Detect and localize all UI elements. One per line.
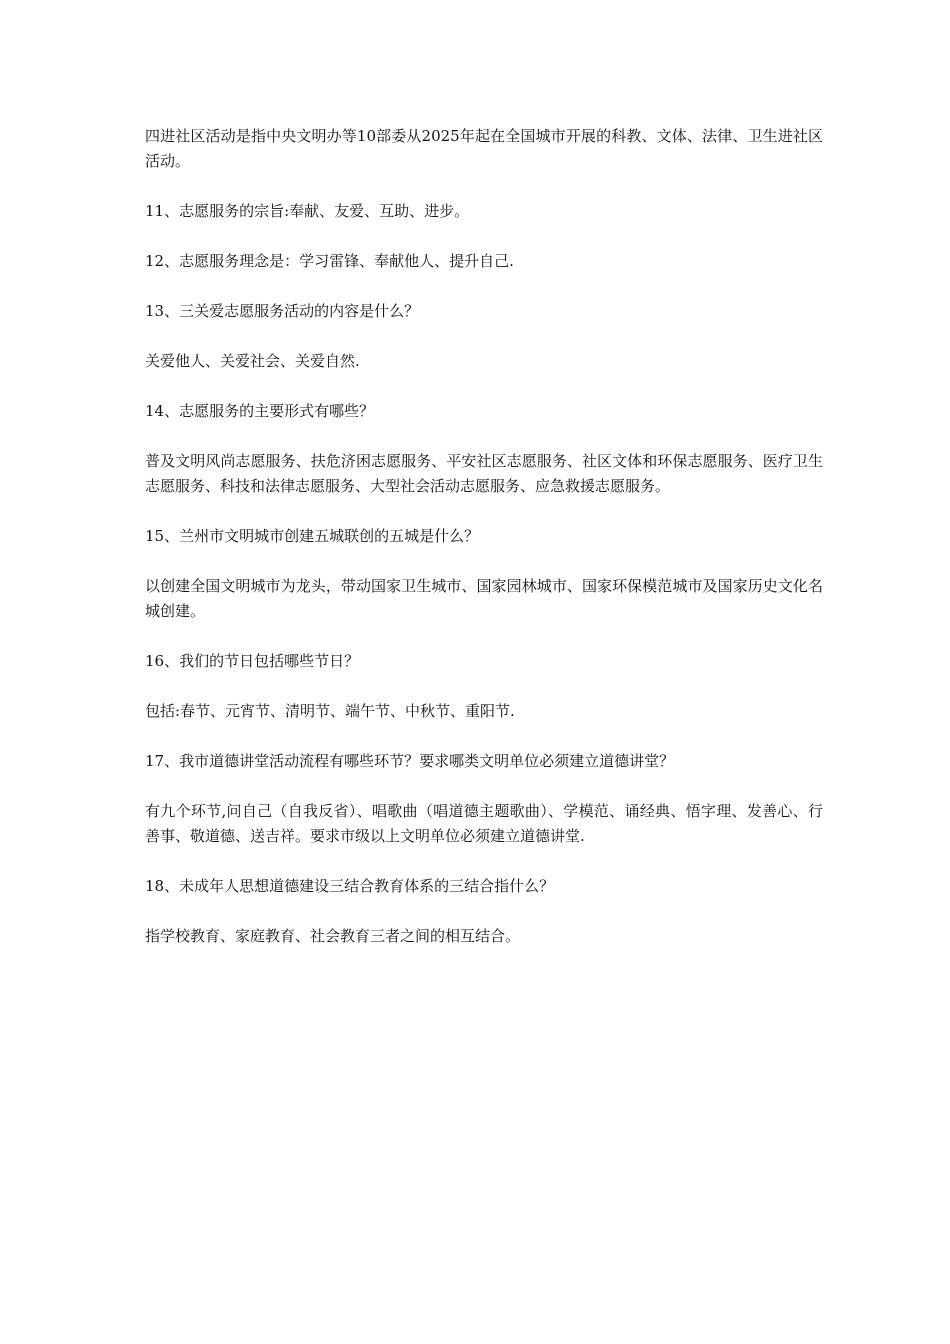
- answer-15: 以创建全国文明城市为龙头，带动国家卫生城市、国家园林城市、国家环保模范城市及国家历史文化名城创建。: [145, 577, 823, 620]
- answer-18: 指学校教育、家庭教育、社会教育三者之间的相互结合。: [145, 927, 521, 945]
- answer-14: 普及文明风尚志愿服务、扶危济困志愿服务、平安社区志愿服务、社区文体和环保志愿服务、医疗卫生志愿服务、科技和法律志愿服务、大型社会活动志愿服务、应急救援志愿服务。: [145, 452, 823, 495]
- question-11: 11、志愿服务的宗旨:奉献、友爱、互助、进步。: [145, 202, 470, 220]
- answer-13: 关爱他人、关爱社会、关爱自然.: [145, 352, 360, 370]
- question-13: 13、三关爱志愿服务活动的内容是什么？: [145, 302, 420, 320]
- paragraph-intro: 四进社区活动是指中央文明办等10部委从2025年起在全国城市开展的科教、文体、法律、卫生进社区活动。: [145, 127, 823, 170]
- question-12: 12、志愿服务理念是：学习雷锋、奉献他人、提升自己.: [145, 252, 514, 270]
- question-14: 14、志愿服务的主要形式有哪些？: [145, 402, 375, 420]
- question-15: 15、兰州市文明城市创建五城联创的五城是什么？: [145, 527, 480, 545]
- question-17: 17、我市道德讲堂活动流程有哪些环节？要求哪类文明单位必须建立道德讲堂？: [145, 752, 675, 770]
- answer-16: 包括:春节、元宵节、清明节、端午节、中秋节、重阳节.: [145, 702, 515, 720]
- question-16: 16、我们的节日包括哪些节日？: [145, 652, 360, 670]
- answer-17: 有九个环节,问自己（自我反省）、唱歌曲（唱道德主题歌曲）、学模范、诵经典、悟字理、发善心、行善事、敬道德、送吉祥。要求市级以上文明单位必须建立道德讲堂.: [145, 802, 823, 845]
- question-18: 18、未成年人思想道德建设三结合教育体系的三结合指什么？: [145, 877, 555, 895]
- document-body: [145, 124, 823, 974]
